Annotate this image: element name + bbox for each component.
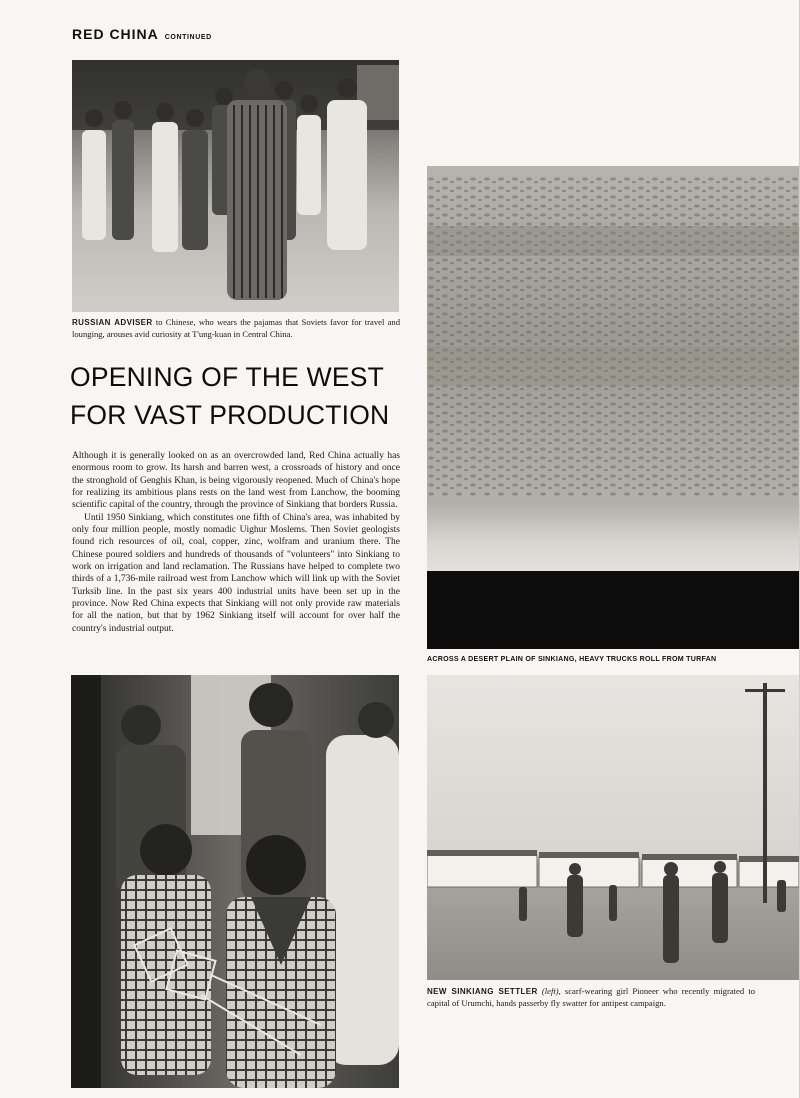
caption-lead: NEW SINKIANG SETTLER (427, 987, 538, 996)
caption-lead: RUSSIAN ADVISER (72, 318, 153, 327)
headline-line-2: FOR VAST PRODUCTION (70, 400, 390, 431)
caption-text: to Chinese, who wears the pajamas that Soviets favor for travel and lounging, arouses avid curiosity at T'ung-kuan in Central China. (72, 317, 400, 339)
article-paragraph: Until 1950 Sinkiang, which constitutes one fifth of China's area, was inhabited by only four million people, mostly nomadic Uighur Moslems. Then Soviet geologists found rich resources of oil, coal, copper, zinc, wolfram and uranium there. The Chinese poured soldiers and hundreds of thousands of "volunteers" into Sinkiang to work on irrigation and land reclamation. The Russians have helped to complete two thirds of a 1,736-mile railroad west from Lanchow which will link up with the Soviet Turksib line. In the past six years 400 industrial units have been set up in the province. Now Red China expects that Sinkiang will not only provide raw materials for all the nation, but that by 1962 Sinkiang itself will account for over half the country's industrial output. (72, 512, 400, 634)
article-headline (70, 358, 402, 434)
desert-photo-art (427, 166, 799, 649)
caption-russian-adviser (72, 317, 400, 340)
section-title: RED CHINA (72, 26, 159, 42)
article-body (72, 450, 400, 635)
pioneer-photo-art (71, 675, 399, 1088)
caption-left-note: (left) (541, 986, 559, 996)
adviser-photo-art (72, 60, 399, 312)
article-paragraph: Although it is generally looked on as an overcrowded land, Red China actually has enormous room to grow. Its harsh and barren west, a crossroads of history and once the stronghold of Genghis Khan, is being vigorously reopened. Much of China's hope for realizing its ambitious plans rests on the land west from Lanchow, the booming scientific capital of the country, through the province of Sinkiang that borders Russia. (72, 451, 400, 511)
photo-desert-plain (427, 166, 799, 649)
continued-label: CONTINUED (164, 34, 212, 41)
settlement-photo-art (427, 675, 799, 980)
photo-russian-adviser (72, 60, 399, 312)
headline-line-1: OPENING OF THE WEST (70, 362, 384, 392)
photo-pioneer-girl (71, 675, 399, 1088)
photo-settlement (427, 675, 799, 980)
caption-text: , scarf-wearing girl Pioneer who recently migrated to capital of Urumchi, hands passerby fly swatter for antipest campaign. (427, 986, 755, 1008)
section-header (72, 26, 212, 42)
caption-desert-plain: ACROSS A DESERT PLAIN OF SINKIANG, HEAVY TRUCKS ROLL FROM TURFAN (427, 655, 717, 663)
caption-new-settler (427, 986, 755, 1009)
